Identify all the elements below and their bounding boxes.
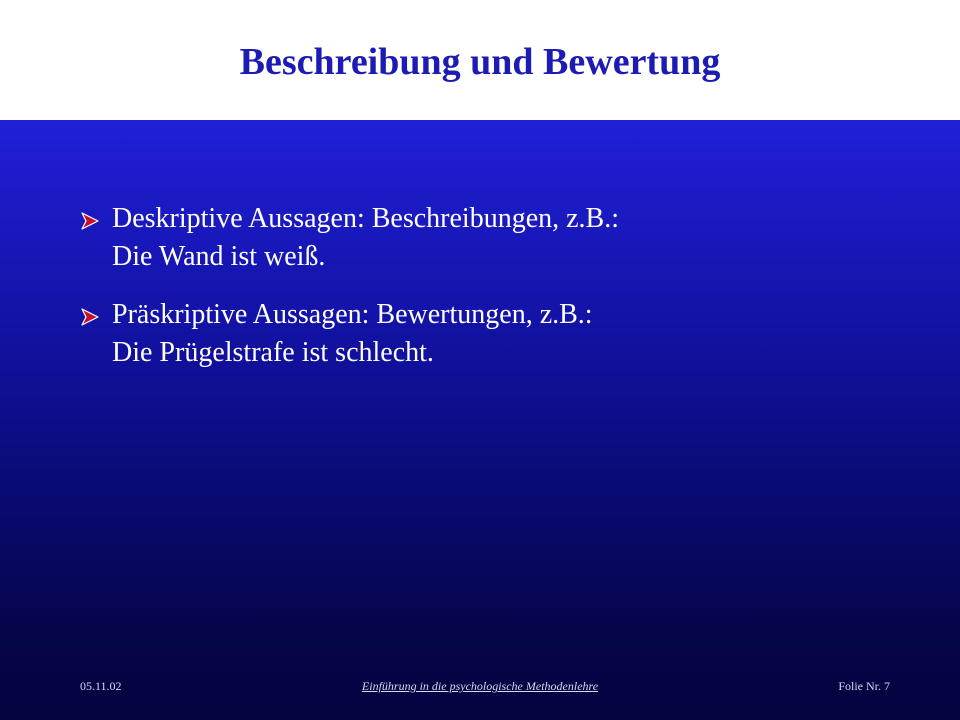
bullet-text-line-1: Deskriptive Aussagen: Beschreibungen, z.B.:: [112, 203, 620, 234]
slide-footer: [0, 676, 960, 696]
slide-body: [0, 120, 960, 720]
bullet-text-line-2: Die Prügelstrafe ist schlecht.: [112, 337, 434, 368]
bullet-text-line-2: Die Wand ist weiß.: [112, 241, 326, 272]
footer-slide-number: Folie Nr. 7: [838, 679, 890, 693]
bullet-item: [80, 200, 900, 276]
arrowhead-bullet-icon: [80, 212, 100, 230]
footer-course-title: Einführung in die psychologische Methodenlehre: [361, 679, 599, 693]
slide-header: [0, 0, 960, 120]
slide-title: Beschreibung und Bewertung: [239, 41, 721, 83]
bullet-list: [80, 200, 900, 392]
footer-date: 05.11.02: [80, 679, 122, 693]
arrowhead-bullet-icon: [80, 308, 100, 326]
bullet-text-line-1: Präskriptive Aussagen: Bewertungen, z.B.:: [112, 299, 593, 330]
bullet-item: [80, 296, 900, 372]
